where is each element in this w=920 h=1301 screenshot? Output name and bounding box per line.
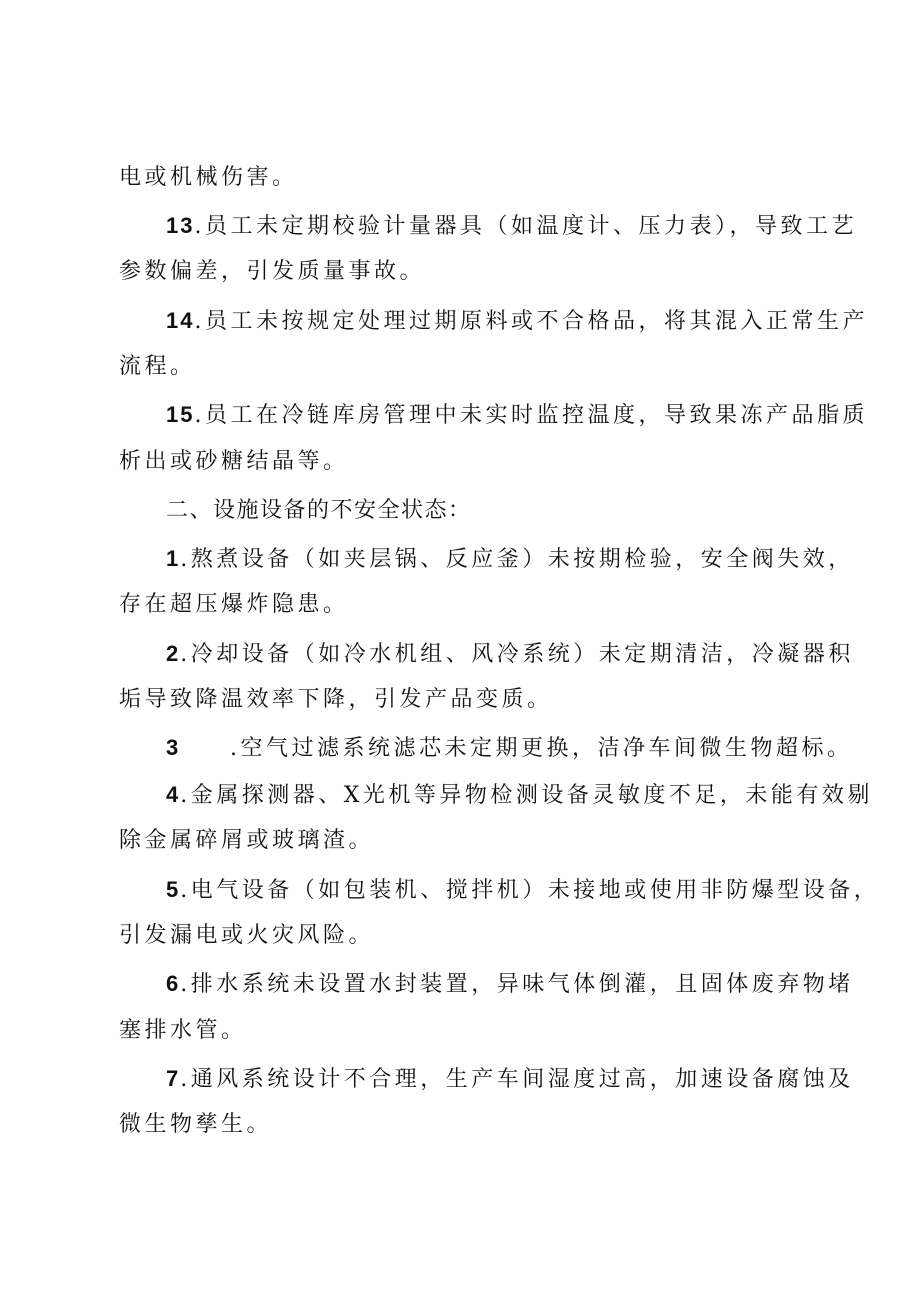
list-item-continuation: 参数偏差，引发质量事故。 xyxy=(119,259,426,284)
list-item-13: 13.员工未定期校验计量器具（如温度计、压力表），导致工艺 xyxy=(166,213,857,239)
list-item-continuation: 垢导致降温效率下降，引发产品变质。 xyxy=(119,687,553,712)
section-heading: 二、设施设备的不安全状态： xyxy=(166,498,472,523)
list-item-4: 4.金属探测器、X光机等异物检测设备灵敏度不足，未能有效剔 xyxy=(166,782,873,808)
list-item-7: 7.通风系统设计不合理，生产车间湿度过高，加速设备腐蚀及 xyxy=(166,1066,854,1092)
item-number: 7 xyxy=(166,1066,181,1091)
paragraph-line: 电或机械伤害。 xyxy=(119,165,298,190)
list-item-2: 2.冷却设备（如冷水机组、风冷系统）未定期清洁，冷凝器积 xyxy=(166,641,854,667)
item-number: 1 xyxy=(166,546,181,571)
item-number: 4 xyxy=(166,782,181,807)
list-item-3: 3 .空气过滤系统滤芯未定期更换，洁净车间微生物超标。 xyxy=(166,735,853,761)
item-number: 6 xyxy=(166,971,181,996)
item-number: 14 xyxy=(166,308,195,333)
item-number: 2 xyxy=(166,641,181,666)
list-item-15: 15.员工在冷链库房管理中未实时监控温度，导致果冻产品脂质 xyxy=(166,402,868,428)
list-item-14: 14.员工未按规定处理过期原料或不合格品，将其混入正常生产 xyxy=(166,308,868,334)
list-item-continuation: 析出或砂糖结晶等。 xyxy=(119,449,349,474)
list-item-continuation: 存在超压爆炸隐患。 xyxy=(119,592,349,617)
list-item-continuation: 引发漏电或火灾风险。 xyxy=(119,923,375,948)
item-number: 3 xyxy=(166,735,181,760)
list-item-continuation: 微生物孳生。 xyxy=(119,1112,273,1137)
list-item-1: 1.熬煮设备（如夹层锅、反应釜）未按期检验，安全阀失效， xyxy=(166,546,854,572)
list-item-5: 5.电气设备（如包装机、搅拌机）未接地或使用非防爆型设备， xyxy=(166,877,880,903)
list-item-6: 6.排水系统未设置水封装置，异味气体倒灌，且固体废弃物堵 xyxy=(166,971,854,997)
item-number: 13 xyxy=(166,213,195,238)
list-item-continuation: 流程。 xyxy=(119,354,196,379)
list-item-continuation: 塞排水管。 xyxy=(119,1018,247,1043)
item-number: 15 xyxy=(166,402,195,427)
list-item-continuation: 除金属碎屑或玻璃渣。 xyxy=(119,828,375,853)
item-number: 5 xyxy=(166,877,181,902)
